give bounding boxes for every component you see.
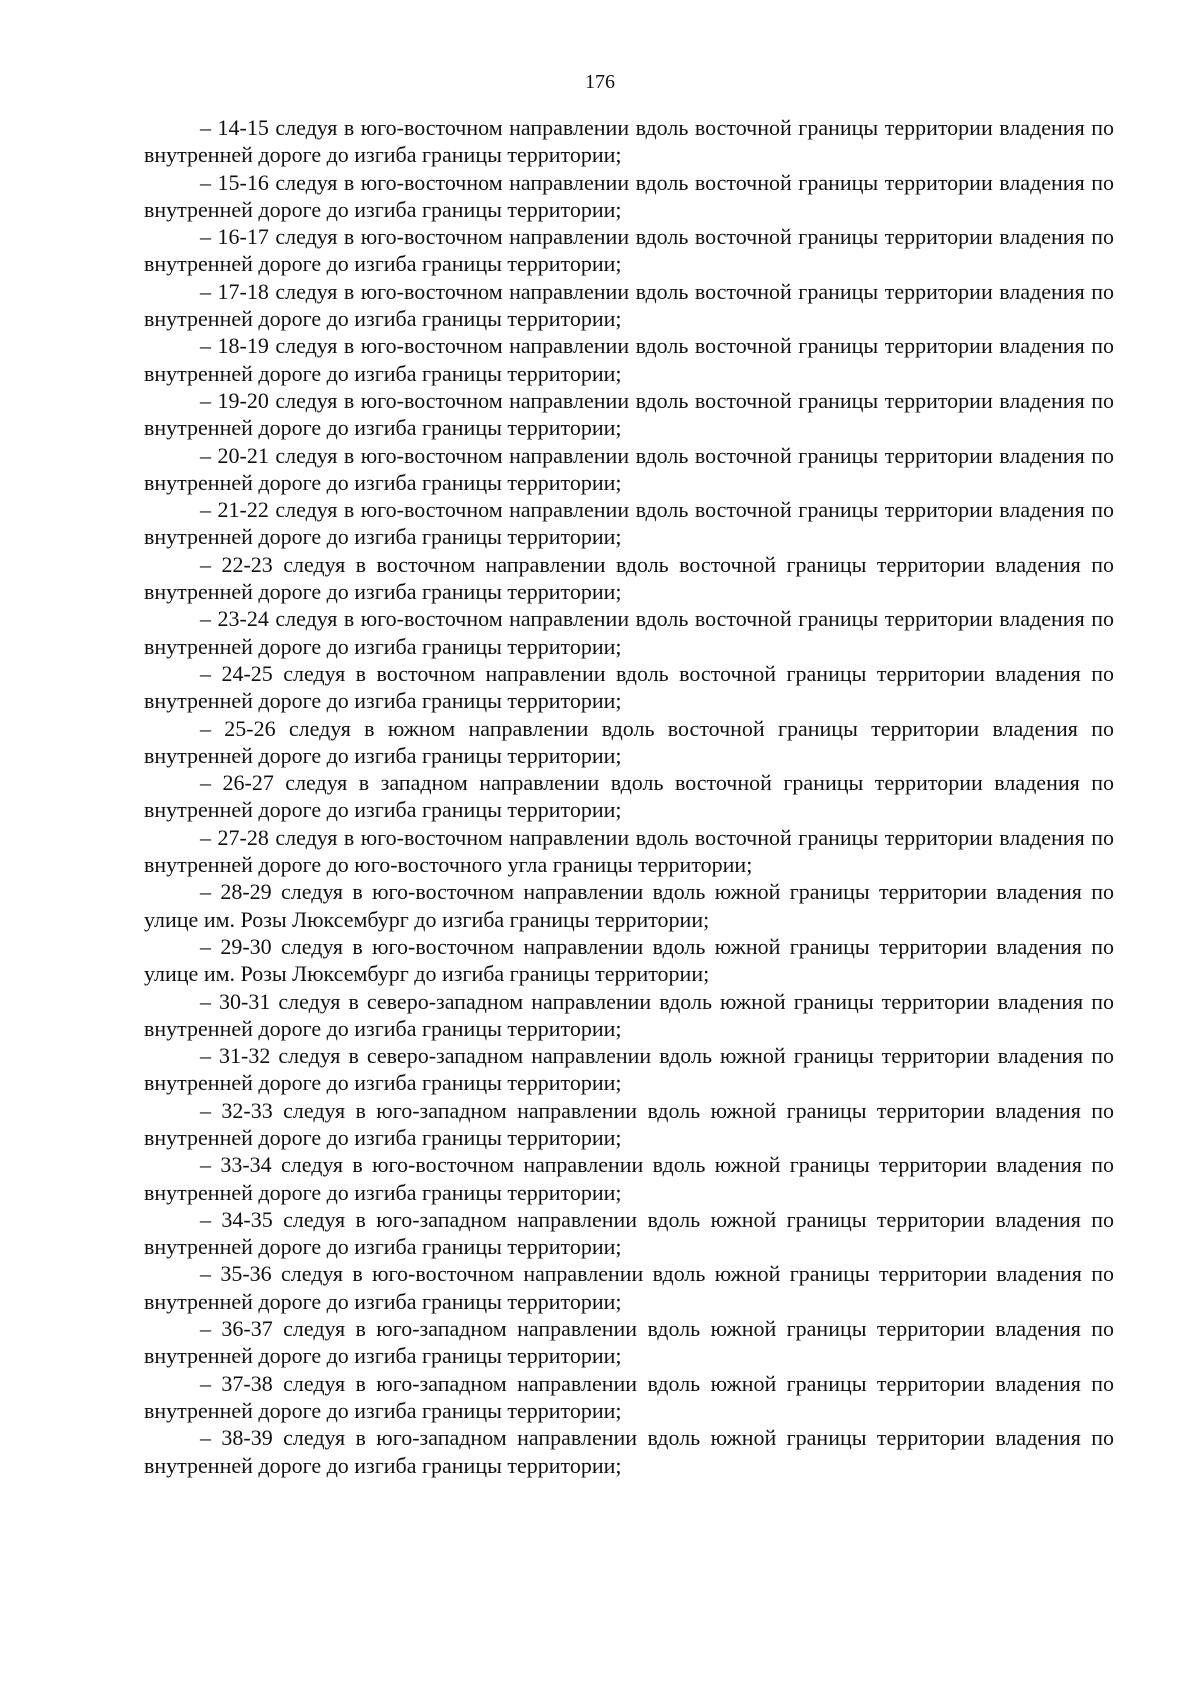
boundary-segment-30-31: – 30-31 следуя в северо-западном направлении вдоль южной границы территории владения по внутренней дороге до изгиба границы территории; <box>144 988 1114 1041</box>
boundary-segment-24-25: – 24-25 следуя в восточном направлении вдоль восточной границы территории владения по внутренней дороге до изгиба границы территории; <box>144 660 1114 714</box>
boundary-segment-15-16: – 15-16 следуя в юго-восточном направлении вдоль восточной границы территории владения по внутренней дороге до изгиба границы территории; <box>144 169 1114 222</box>
boundary-segment-38-39: – 38-39 следуя в юго-западном направлении вдоль южной границы территории владения по внутренней дороге до изгиба границы территории; <box>144 1425 1114 1478</box>
boundary-segment-25-26: – 25-26 следуя в южном направлении вдоль восточной границы территории владения по внутренней дороге до изгиба границы территории; <box>144 715 1114 768</box>
boundary-segment-33-34: – 33-34 следуя в юго-восточном направлении вдоль южной границы территории владения по внутренней дороге до изгиба границы территории; <box>144 1152 1114 1205</box>
boundary-segment-37-38: – 37-38 следуя в юго-западном направлении вдоль южной границы территории владения по внутренней дороге до изгиба границы территории; <box>144 1370 1114 1423</box>
boundary-segment-35-36: – 35-36 следуя в юго-восточном направлении вдоль южной границы территории владения по внутренней дороге до изгиба границы территории; <box>144 1261 1114 1314</box>
boundary-segment-20-21: – 20-21 следуя в юго-восточном направлении вдоль восточной границы территории владения по внутренней дороге до изгиба границы территории; <box>144 442 1114 495</box>
boundary-segment-17-18: – 17-18 следуя в юго-восточном направлении вдоль восточной границы территории владения по внутренней дороге до изгиба границы территории; <box>144 278 1114 332</box>
boundary-segment-19-20: – 19-20 следуя в юго-восточном направлении вдоль восточной границы территории владения по внутренней дороге до изгиба границы территории; <box>144 387 1114 441</box>
boundary-segment-22-23: – 22-23 следуя в восточном направлении вдоль восточной границы территории владения по внутренней дороге до изгиба границы территории; <box>144 551 1114 605</box>
boundary-segment-23-24: – 23-24 следуя в юго-восточном направлении вдоль восточной границы территории владения по внутренней дороге до изгиба границы территории; <box>144 606 1114 659</box>
boundary-segment-28-29: – 28-29 следуя в юго-восточном направлении вдоль южной границы территории владения по улице им. Розы Люксембург до изгиба границы территории; <box>144 879 1114 932</box>
boundary-segment-34-35: – 34-35 следуя в юго-западном направлении вдоль южной границы территории владения по внутренней дороге до изгиба границы территории; <box>144 1206 1114 1260</box>
document-body <box>144 114 1114 1479</box>
page-number: 176 <box>585 71 615 93</box>
boundary-segment-16-17: – 16-17 следуя в юго-восточном направлении вдоль восточной границы территории владения по внутренней дороге до изгиба границы территории; <box>144 224 1114 277</box>
boundary-segment-29-30: – 29-30 следуя в юго-восточном направлении вдоль южной границы территории владения по улице им. Розы Люксембург до изгиба границы территории; <box>144 933 1114 987</box>
boundary-segment-18-19: – 18-19 следуя в юго-восточном направлении вдоль восточной границы территории владения по внутренней дороге до изгиба границы территории; <box>144 333 1114 386</box>
boundary-segment-26-27: – 26-27 следуя в западном направлении вдоль восточной границы территории владения по внутренней дороге до изгиба границы территории; <box>144 770 1114 823</box>
boundary-segment-21-22: – 21-22 следуя в юго-восточном направлении вдоль восточной границы территории владения по внутренней дороге до изгиба границы территории; <box>144 497 1114 550</box>
boundary-segment-36-37: – 36-37 следуя в юго-западном направлении вдоль южной границы территории владения по внутренней дороге до изгиба границы территории; <box>144 1316 1114 1369</box>
boundary-segment-32-33: – 32-33 следуя в юго-западном направлении вдоль южной границы территории владения по внутренней дороге до изгиба границы территории; <box>144 1097 1114 1150</box>
boundary-segment-27-28: – 27-28 следуя в юго-восточном направлении вдоль восточной границы территории владения по внутренней дороге до юго-восточного угла границы территории; <box>144 824 1114 878</box>
boundary-segment-14-15: – 14-15 следуя в юго-восточном направлении вдоль восточной границы территории владения по внутренней дороге до изгиба границы территории; <box>144 115 1114 168</box>
boundary-segment-31-32: – 31-32 следуя в северо-западном направлении вдоль южной границы территории владения по внутренней дороге до изгиба границы территории; <box>144 1043 1114 1096</box>
